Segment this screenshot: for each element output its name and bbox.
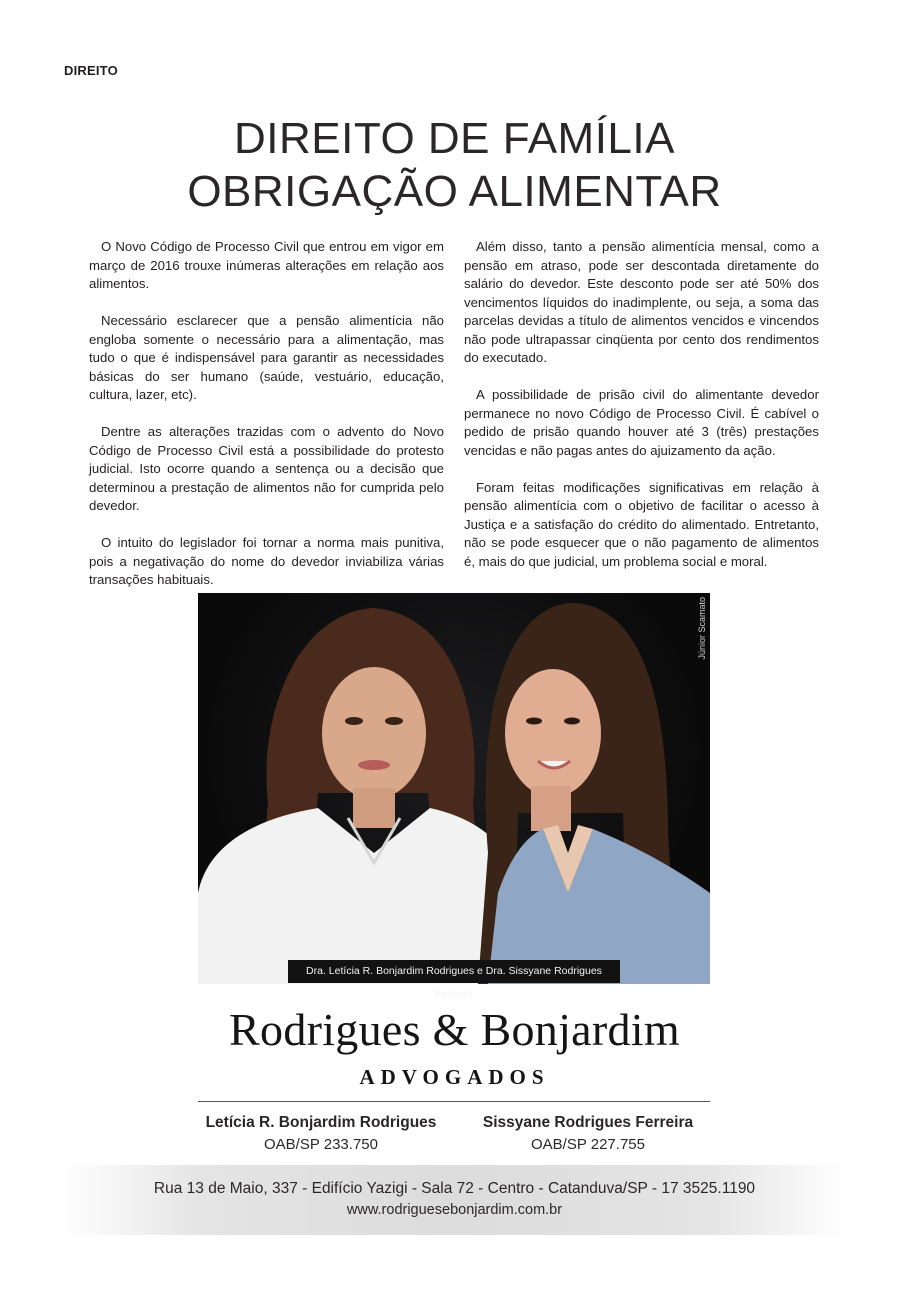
divider <box>198 1101 710 1102</box>
firm-name: Rodrigues & Bonjardim <box>229 1004 680 1055</box>
lawyer-oab: OAB/SP 227.755 <box>531 1136 645 1153</box>
title-line-2: OBRIGAÇÃO ALIMENTAR <box>187 167 722 216</box>
lawyer-card <box>458 1114 718 1153</box>
firm-subtitle: ADVOGADOS <box>359 1065 550 1089</box>
section-label: DIREITO <box>64 63 118 78</box>
footer-contact <box>60 1165 849 1235</box>
paragraph: Além disso, tanto a pensão alimentícia mensal, como a pensão em atraso, pode ser descontada diretamente do salário do devedor. Este desconto pode ser até 50% dos vencimentos líquidos do inadimplente, ou seja, a soma das parcelas devidas a título de alimentos vencidos e vincendos não pode ultrapassar cinqüenta por cento dos rendimentos do executado. <box>464 239 819 365</box>
paragraph: Necessário esclarecer que a pensão alimentícia não engloba somente o necessário para a alimentação, mas tudo o que é indispensável para garantir as necessidades básicas do ser humano (saúde, vestuário, educação, cultura, lazer, etc). <box>89 313 444 402</box>
article-column-left <box>89 238 444 608</box>
paragraph: A possibilidade de prisão civil do alimentante devedor permanece no novo Código de Processo Civil. É cabível o pedido de prisão quando houver até 3 (três) prestações vencidas e não pagas antes do ajuizamento da ação. <box>464 387 819 458</box>
lawyer-name: Letícia R. Bonjardim Rodrigues <box>205 1114 437 1131</box>
article-title <box>0 112 909 218</box>
lawyers-photo <box>198 593 710 984</box>
lawyer-card <box>191 1114 451 1153</box>
footer-website[interactable]: www.rodriguesebonjardim.com.br <box>346 1202 563 1218</box>
paragraph: O intuito do legislador foi tornar a norma mais punitiva, pois a negativação do nome do devedor inviabiliza várias transações habituais. <box>89 535 444 587</box>
paragraph: O Novo Código de Processo Civil que entrou em vigor em março de 2016 trouxe inúmeras alterações em relação aos alimentos. <box>89 239 444 291</box>
article-column-right <box>464 238 819 590</box>
lawyer-oab: OAB/SP 233.750 <box>264 1136 378 1153</box>
lawyer-name: Sissyane Rodrigues Ferreira <box>482 1114 694 1131</box>
photo-credit: Júnior Scamato <box>697 597 707 660</box>
paragraph: Dentre as alterações trazidas com o advento do Novo Código de Processo Civil está a possibilidade do protesto judicial. Isto ocorre quando a sentença ou a decisão que determinou a prestação de alimentos não for cumprida pelo devedor. <box>89 424 444 513</box>
footer-address: Rua 13 de Maio, 337 - Edifício Yazigi - Sala 72 - Centro - Catanduva/SP - 17 3525.1190 <box>153 1180 756 1197</box>
title-line-1: DIREITO DE FAMÍLIA <box>234 114 675 163</box>
photo-caption: Dra. Letícia R. Bonjardim Rodrigues e Dra. Sissyane Rodrigues Ferreira <box>288 960 620 983</box>
photo-illustration <box>198 593 710 984</box>
paragraph: Foram feitas modificações significativas em relação à pensão alimentícia com o objetivo de facilitar o acesso à Justiça e a satisfação do crédito do alimentado. Entretanto, não se pode esquecer que o não pagamento de alimentos é, mais do que judicial, um problema social e moral. <box>464 479 819 569</box>
